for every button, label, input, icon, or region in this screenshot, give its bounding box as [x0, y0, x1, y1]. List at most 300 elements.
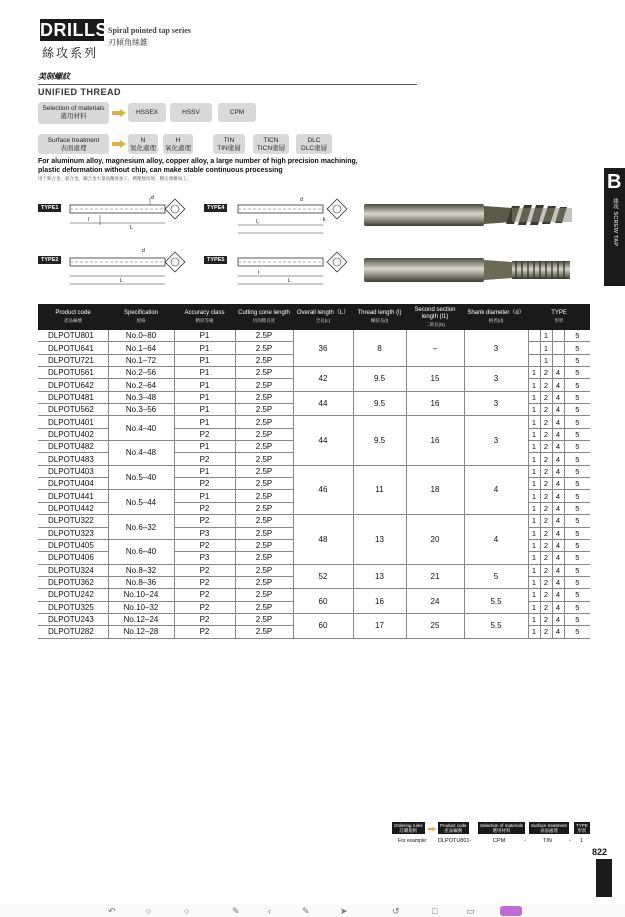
cell-specification: No.5–44 — [108, 490, 174, 515]
ordering-code-head: Product code 產品編號 — [440, 823, 467, 833]
cell-cone-length: 2.5P — [235, 589, 293, 601]
ordering-example-sep2: - — [569, 838, 571, 844]
type1-label: TYPE1 — [38, 204, 61, 212]
svg-text:L: L — [120, 278, 123, 284]
arrow-right-icon — [112, 109, 126, 117]
cell-type: 5 — [564, 576, 590, 588]
cell-type: 2 — [540, 564, 552, 576]
cell-type: 1 — [528, 465, 540, 477]
cell-product-code: DLPOTU324 — [38, 564, 108, 576]
cell-type: 5 — [564, 502, 590, 514]
cell-type: 2 — [540, 391, 552, 403]
cell-type: 4 — [552, 428, 564, 440]
cell-type: 4 — [552, 626, 564, 638]
col-header-code: Product code 產品編號 — [38, 304, 108, 330]
cell-accuracy: P1 — [174, 367, 235, 379]
cell-type: 1 — [528, 626, 540, 638]
section-tab-text: 絲攻 SCREW TAP — [612, 198, 618, 247]
cell-type: 4 — [552, 576, 564, 588]
cell-second-length: – — [406, 330, 464, 367]
cell-type: 5 — [564, 490, 590, 502]
cell-shank-diameter: 3 — [464, 367, 528, 392]
cell-specification: No.1–72 — [108, 354, 174, 366]
col-header-cone: Cutting cone length 切削錐長度 — [235, 304, 293, 330]
ordering-example-type: 1 — [580, 838, 584, 844]
svg-text:L: L — [288, 278, 291, 284]
cell-type: 1 — [528, 379, 540, 391]
cell-accuracy: P2 — [174, 626, 235, 638]
cell-type: 4 — [552, 490, 564, 502]
cell-accuracy: P2 — [174, 502, 235, 514]
section-title-zh: 美制螺紋 — [38, 72, 70, 81]
cell-type: 4 — [552, 564, 564, 576]
cell-type: 2 — [540, 453, 552, 465]
cell-type: 4 — [552, 613, 564, 625]
straight-flute-tap-photo — [362, 252, 592, 292]
table-row — [38, 391, 590, 403]
cell-accuracy: P2 — [174, 478, 235, 490]
cell-cone-length: 2.5P — [235, 613, 293, 625]
cell-product-code: DLPOTU642 — [38, 379, 108, 391]
cell-type — [552, 342, 564, 354]
cell-type: 5 — [564, 428, 590, 440]
cell-product-code: DLPOTU402 — [38, 428, 108, 440]
cell-type: 2 — [540, 613, 552, 625]
cell-cone-length: 2.5P — [235, 453, 293, 465]
cell-accuracy: P1 — [174, 416, 235, 428]
cell-product-code: DLPOTU362 — [38, 576, 108, 588]
cell-second-length: 20 — [406, 515, 464, 564]
cell-type: 2 — [540, 502, 552, 514]
square-icon[interactable]: □ — [432, 906, 438, 916]
section-tab-b — [604, 168, 625, 286]
cell-shank-diameter: 5 — [464, 564, 528, 589]
cell-thread-length: 17 — [353, 613, 406, 638]
cell-shank-diameter: 4 — [464, 515, 528, 564]
spiral-tap-photo — [362, 196, 592, 236]
cell-product-code: DLPOTU242 — [38, 589, 108, 601]
cell-type: 1 — [528, 552, 540, 564]
cell-overall-length: 52 — [293, 564, 353, 589]
cell-product-code: DLPOTU322 — [38, 515, 108, 527]
cell-specification: No.5–40 — [108, 465, 174, 490]
cell-product-code: DLPOTU323 — [38, 527, 108, 539]
circle-icon[interactable]: ○ — [184, 906, 190, 916]
cell-type: 1 — [528, 490, 540, 502]
cell-second-length: 16 — [406, 391, 464, 416]
cell-type: 5 — [564, 589, 590, 601]
viewer-toolbar — [0, 905, 625, 917]
cell-type: 2 — [540, 552, 552, 564]
cell-type — [552, 354, 564, 366]
cell-product-code: DLPOTU405 — [38, 539, 108, 551]
cell-thread-length: 9.5 — [353, 391, 406, 416]
page-marker-bar — [596, 859, 612, 897]
cell-type: 5 — [564, 626, 590, 638]
cell-cone-length: 2.5P — [235, 330, 293, 342]
cell-product-code: DLPOTU481 — [38, 391, 108, 403]
cell-type: 4 — [552, 478, 564, 490]
cell-type: 2 — [540, 490, 552, 502]
table-row — [38, 330, 590, 342]
cell-product-code: DLPOTU401 — [38, 416, 108, 428]
cell-specification: No.0–80 — [108, 330, 174, 342]
cell-product-code: DLPOTU243 — [38, 613, 108, 625]
cell-type: 1 — [528, 589, 540, 601]
cell-overall-length: 44 — [293, 416, 353, 465]
cell-accuracy: P1 — [174, 330, 235, 342]
cell-type: 4 — [552, 502, 564, 514]
cell-overall-length: 48 — [293, 515, 353, 564]
cell-shank-diameter: 5.5 — [464, 589, 528, 614]
cell-type: 4 — [552, 453, 564, 465]
cell-type: 1 — [528, 478, 540, 490]
cell-type: 4 — [552, 527, 564, 539]
cell-type: 2 — [540, 527, 552, 539]
cell-product-code: DLPOTU282 — [38, 626, 108, 638]
cell-cone-length: 2.5P — [235, 490, 293, 502]
col-header-overall-length: Overall length（L） 全長(L) — [293, 304, 353, 330]
cell-type: 1 — [528, 453, 540, 465]
cell-cone-length: 2.5P — [235, 441, 293, 453]
cell-product-code: DLPOTU404 — [38, 478, 108, 490]
type4-drawing — [228, 193, 353, 238]
cell-type: 4 — [552, 515, 564, 527]
materials-label — [38, 102, 109, 124]
cell-product-code: DLPOTU483 — [38, 453, 108, 465]
cell-thread-length: 9.5 — [353, 367, 406, 392]
cell-type: 5 — [564, 478, 590, 490]
dim-d: d — [151, 195, 154, 201]
cell-type: 1 — [528, 576, 540, 588]
cell-type: 4 — [552, 416, 564, 428]
cell-type: 2 — [540, 515, 552, 527]
spec-table — [38, 304, 590, 639]
logo-subtitle: 絲攻系列 — [42, 46, 99, 60]
cell-type: 2 — [540, 367, 552, 379]
cell-specification: No.6–40 — [108, 539, 174, 564]
section-tab-letter: B — [607, 171, 622, 193]
cell-thread-length: 13 — [353, 515, 406, 564]
cell-overall-length: 44 — [293, 391, 353, 416]
cell-overall-length: 46 — [293, 465, 353, 514]
cell-thread-length: 13 — [353, 564, 406, 589]
table-row — [38, 613, 590, 625]
type2-drawing — [60, 246, 195, 291]
cell-specification: No.6–32 — [108, 515, 174, 540]
svg-text:l₁: l₁ — [256, 219, 259, 225]
cell-accuracy: P1 — [174, 391, 235, 403]
cell-type: 1 — [528, 428, 540, 440]
cell-type — [528, 342, 540, 354]
cell-type: 5 — [564, 330, 590, 342]
cell-type: 5 — [564, 515, 590, 527]
cell-cone-length: 2.5P — [235, 515, 293, 527]
cell-type: 5 — [564, 613, 590, 625]
cell-thread-length: 8 — [353, 330, 406, 367]
table-header-row — [38, 304, 590, 330]
cell-type — [528, 354, 540, 366]
type1-drawing — [60, 193, 195, 233]
cell-specification: No.10–32 — [108, 601, 174, 613]
surface-option-n: N 氮化處理 — [128, 134, 158, 154]
cell-cone-length: 2.5P — [235, 502, 293, 514]
cell-type: 5 — [564, 367, 590, 379]
cell-type: 1 — [540, 354, 552, 366]
table-row — [38, 515, 590, 527]
surface-label-en: Surface treatment — [47, 137, 100, 144]
cell-shank-diameter: 3 — [464, 391, 528, 416]
cell-cone-length: 2.5P — [235, 626, 293, 638]
series-title-en: Spiral pointed tap series — [108, 26, 191, 35]
table-row — [38, 367, 590, 379]
cell-accuracy: P2 — [174, 539, 235, 551]
logo: DRILLS — [40, 20, 108, 40]
cell-cone-length: 2.5P — [235, 552, 293, 564]
cell-type: 5 — [564, 404, 590, 416]
cell-type: 4 — [552, 589, 564, 601]
cell-type: 2 — [540, 416, 552, 428]
cell-product-code: DLPOTU641 — [38, 342, 108, 354]
cell-type — [552, 330, 564, 342]
cell-product-code: DLPOTU325 — [38, 601, 108, 613]
cell-cone-length: 2.5P — [235, 576, 293, 588]
cell-type: 4 — [552, 441, 564, 453]
svg-text:k: k — [323, 217, 326, 223]
cell-specification: No.12–28 — [108, 626, 174, 638]
cell-cone-length: 2.5P — [235, 367, 293, 379]
cell-type: 4 — [552, 391, 564, 403]
cell-type: 2 — [540, 441, 552, 453]
cell-accuracy: P1 — [174, 465, 235, 477]
col-header-spec: Specification 規格 — [108, 304, 174, 330]
cell-specification: No.3–48 — [108, 391, 174, 403]
ordering-surface-head: Surface treatment 表面處理 — [531, 823, 567, 833]
circle-icon[interactable]: ○ — [146, 906, 152, 916]
ordering-example-code: DLPOTU801- — [438, 838, 472, 844]
cell-product-code: DLPOTU561 — [38, 367, 108, 379]
cell-type: 1 — [528, 515, 540, 527]
cell-specification: No.12–24 — [108, 613, 174, 625]
cell-accuracy: P2 — [174, 453, 235, 465]
cell-type: 1 — [528, 502, 540, 514]
cell-thread-length: 11 — [353, 465, 406, 514]
dim-L: L — [130, 225, 133, 231]
description-line-3: 用于鋁合金、鎂合金、銅合金大量高精度加工，擠壓無切屑，穩定連續加工。 — [38, 176, 191, 181]
cell-cone-length: 2.5P — [235, 379, 293, 391]
rotate-icon[interactable]: ↶ — [108, 906, 116, 916]
ordering-example-sep: - — [524, 838, 526, 844]
cell-accuracy: P2 — [174, 515, 235, 527]
cell-type: 4 — [552, 601, 564, 613]
cell-type: 5 — [564, 354, 590, 366]
cell-type: 5 — [564, 342, 590, 354]
cell-cone-length: 2.5P — [235, 354, 293, 366]
surface-option-ticn: TICN TICN塗層 — [253, 134, 289, 154]
cell-second-length: 25 — [406, 613, 464, 638]
surface-label-zh: 表面處理 — [60, 145, 87, 152]
col-header-shank-diameter: Shank diameter（d） 柄徑(d) — [464, 304, 528, 330]
cell-accuracy: P1 — [174, 354, 235, 366]
cell-product-code: DLPOTU403 — [38, 465, 108, 477]
ordering-example-material: CPM — [493, 838, 506, 844]
cell-specification: No.3–56 — [108, 404, 174, 416]
cell-specification: No.4–48 — [108, 441, 174, 466]
arrow-right-icon — [112, 140, 126, 148]
cell-type: 2 — [540, 539, 552, 551]
undo-icon[interactable]: ↺ — [392, 906, 400, 916]
cell-type: 2 — [540, 626, 552, 638]
cell-cone-length: 2.5P — [235, 428, 293, 440]
page-number: 822 — [592, 847, 608, 857]
cell-product-code: DLPOTU482 — [38, 441, 108, 453]
pen-icon[interactable]: ✎ — [302, 906, 310, 916]
cell-type: 1 — [528, 601, 540, 613]
cell-type: 5 — [564, 527, 590, 539]
svg-text:l: l — [258, 270, 260, 276]
cell-second-length: 24 — [406, 589, 464, 614]
cell-cone-length: 2.5P — [235, 465, 293, 477]
cell-thread-length: 9.5 — [353, 416, 406, 465]
dim-l: l — [88, 217, 90, 223]
col-header-accuracy: Accuracy class 精度等級 — [174, 304, 235, 330]
cell-type: 5 — [564, 601, 590, 613]
type5-drawing — [228, 246, 353, 291]
cell-accuracy: P2 — [174, 589, 235, 601]
description-line-2: plastic deformation without chip, can make stable continuous processing — [38, 167, 283, 174]
ordering-material-head: Selection of materials 選用材料 — [480, 823, 524, 833]
send-icon[interactable]: ➤ — [340, 906, 348, 916]
cell-accuracy: P1 — [174, 404, 235, 416]
cell-accuracy: P2 — [174, 613, 235, 625]
material-option-hssv: HSSV — [170, 103, 212, 122]
cell-specification: No.4–40 — [108, 416, 174, 441]
cell-type: 5 — [564, 379, 590, 391]
cell-shank-diameter: 3 — [464, 330, 528, 367]
cell-type: 1 — [528, 441, 540, 453]
cell-accuracy: P1 — [174, 441, 235, 453]
cell-type: 2 — [540, 601, 552, 613]
cell-product-code: DLPOTU441 — [38, 490, 108, 502]
cell-type: 4 — [552, 379, 564, 391]
cell-shank-diameter: 4 — [464, 465, 528, 514]
table-row — [38, 564, 590, 576]
cell-type: 4 — [552, 404, 564, 416]
cell-type: 5 — [564, 391, 590, 403]
cell-overall-length: 42 — [293, 367, 353, 392]
cell-accuracy: P1 — [174, 379, 235, 391]
cell-shank-diameter: 5.5 — [464, 613, 528, 638]
cell-type: 4 — [552, 367, 564, 379]
cell-type: 5 — [564, 564, 590, 576]
cell-type: 1 — [528, 416, 540, 428]
cell-type: 2 — [540, 576, 552, 588]
app-icon[interactable] — [500, 906, 522, 916]
edit-icon[interactable]: ✎ — [232, 906, 240, 916]
cell-type: 1 — [528, 613, 540, 625]
cell-type: 2 — [540, 465, 552, 477]
cell-accuracy: P3 — [174, 527, 235, 539]
cell-type: 1 — [528, 539, 540, 551]
cell-type: 1 — [528, 527, 540, 539]
materials-label-en: Selection of materials — [42, 105, 105, 112]
surface-option-tin: TIN TIN塗層 — [213, 134, 245, 154]
col-header-type: TYPE 形狀 — [528, 304, 590, 330]
cell-accuracy: P1 — [174, 342, 235, 354]
cell-accuracy: P2 — [174, 564, 235, 576]
materials-label-zh: 選用材料 — [60, 113, 87, 120]
material-option-hssex: HSSEX — [128, 103, 166, 122]
cell-specification: No.1–64 — [108, 342, 174, 354]
cell-type: 5 — [564, 552, 590, 564]
cell-product-code: DLPOTU801 — [38, 330, 108, 342]
surface-label — [38, 134, 109, 154]
section-divider — [38, 84, 417, 85]
cell-product-code: DLPOTU442 — [38, 502, 108, 514]
cell-accuracy: P2 — [174, 601, 235, 613]
cell-type: 1 — [528, 404, 540, 416]
cell-type: 1 — [528, 391, 540, 403]
cell-cone-length: 2.5P — [235, 416, 293, 428]
type4-label: TYPE4 — [204, 204, 227, 212]
ordering-rules-head: Ordering rules 訂購規則 — [394, 823, 423, 833]
cell-shank-diameter: 3 — [464, 416, 528, 465]
cell-type: 1 — [528, 367, 540, 379]
cell-type: 1 — [540, 330, 552, 342]
chevron-left-icon[interactable]: ‹ — [268, 906, 271, 916]
surface-option-h: H 氧化處理 — [163, 134, 193, 154]
cell-specification: No.8–32 — [108, 564, 174, 576]
cell-overall-length: 36 — [293, 330, 353, 367]
cell-cone-length: 2.5P — [235, 342, 293, 354]
arrow-right-icon — [428, 826, 436, 832]
table-row — [38, 416, 590, 428]
svg-text:d: d — [300, 197, 303, 203]
cell-accuracy: P1 — [174, 490, 235, 502]
cell-second-length: 21 — [406, 564, 464, 589]
cell-type — [528, 330, 540, 342]
table-row — [38, 465, 590, 477]
cell-cone-length: 2.5P — [235, 539, 293, 551]
cell-specification: No.8–36 — [108, 576, 174, 588]
series-title-zh: 刃傾角絲錐 — [108, 38, 148, 47]
cell-accuracy: P3 — [174, 552, 235, 564]
cell-type: 5 — [564, 416, 590, 428]
ordering-example-surface: TIN — [543, 838, 552, 844]
material-option-cpm: CPM — [218, 103, 256, 122]
ordering-example-label: For example: — [398, 838, 428, 844]
cell-type: 2 — [540, 589, 552, 601]
cell-overall-length: 60 — [293, 589, 353, 614]
cell-cone-length: 2.5P — [235, 564, 293, 576]
surface-option-dlc: DLC DLC塗層 — [296, 134, 332, 154]
cell-type: 2 — [540, 428, 552, 440]
cell-type: 1 — [540, 342, 552, 354]
svg-text:d: d — [142, 248, 145, 254]
cell-second-length: 15 — [406, 367, 464, 392]
cell-specification: No.10–24 — [108, 589, 174, 601]
cell-thread-length: 16 — [353, 589, 406, 614]
description-line-1: For aluminum alloy, magnesium alloy, copper alloy, a large number of high precision machining, — [38, 158, 358, 165]
cell-type: 5 — [564, 441, 590, 453]
cell-type: 2 — [540, 379, 552, 391]
cell-specification: No.2–64 — [108, 379, 174, 391]
cell-type: 4 — [552, 465, 564, 477]
trash-icon[interactable]: ▭ — [466, 906, 475, 916]
cell-product-code: DLPOTU562 — [38, 404, 108, 416]
cell-second-length: 18 — [406, 465, 464, 514]
cell-type: 5 — [564, 453, 590, 465]
